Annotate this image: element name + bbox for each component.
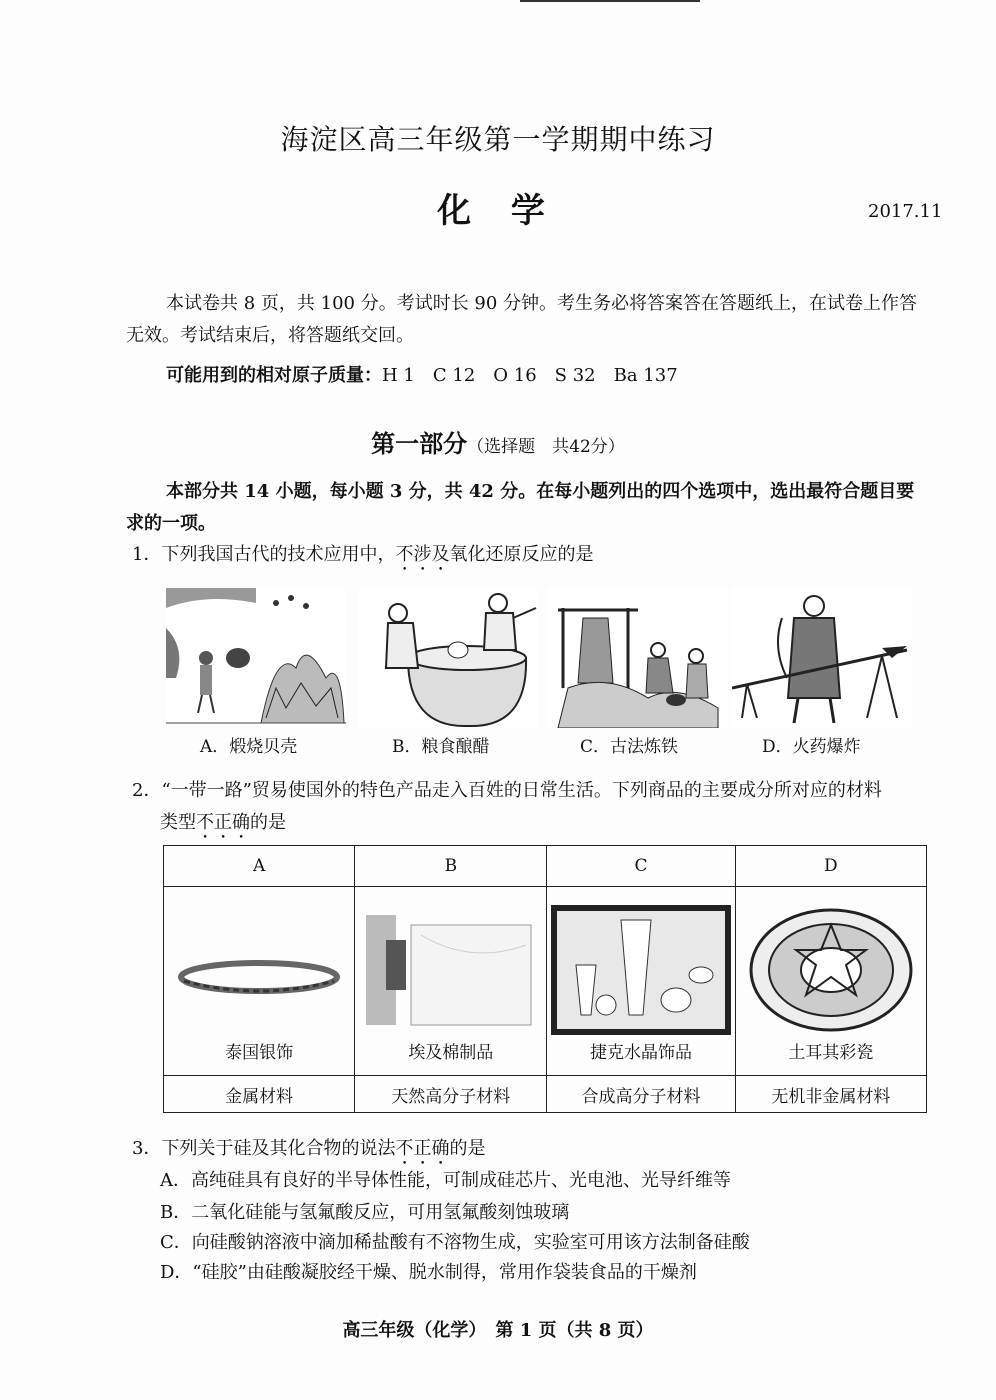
colored-porcelain-plate-image (746, 905, 916, 1035)
question-2-stem-line-1 (132, 776, 882, 802)
q1-prefix: 1．下列我国古代的技术应用中， (132, 544, 396, 565)
product-cell-b (355, 887, 547, 1076)
materials-table (163, 845, 927, 1113)
q1-suffix: 氧化还原反应的是 (449, 544, 594, 565)
table-header-row (164, 846, 927, 887)
q1-option-a: A．煅烧贝壳 (200, 737, 298, 757)
calcining-shells-illustration (166, 588, 346, 728)
product-name-c: 捷克水晶饰品 (590, 1043, 693, 1063)
cotton-products-image (361, 905, 541, 1035)
atomic-mass-line (126, 360, 926, 392)
q1-emphasis: 不涉及 (395, 544, 450, 565)
exam-date: 2017.11 (868, 201, 943, 222)
section-title: 第一部分 (371, 429, 468, 458)
section-desc-2: 求的一项。 (126, 513, 216, 534)
column-letter-d: D (735, 846, 926, 887)
section-note: （选择题 共42分） (467, 437, 625, 457)
intro-paragraph (126, 288, 926, 320)
question-1-stem (132, 540, 593, 575)
intro-line-2: 无效。考试结束后，将答题纸交回。 (126, 325, 414, 346)
subject-title: 化 学 (437, 191, 559, 231)
product-cell-d (735, 887, 926, 1076)
q2-prefix: 类型 (160, 812, 196, 833)
question-2-stem-line-2 (160, 808, 286, 843)
q1-option-d: D．火药爆炸 (762, 737, 861, 757)
q2-emphasis: 不正确 (196, 812, 250, 833)
atomic-mass-values: H 1 C 12 O 16 S 32 Ba 137 (382, 365, 678, 386)
q1-option-c: C．古法炼铁 (580, 737, 679, 757)
gunpowder-explosion-illustration (732, 588, 912, 728)
q3-option-c: C．向硅酸钠溶液中滴加稀盐酸有不溶物生成，实验室可用该方法制备硅酸 (160, 1232, 750, 1253)
column-letter-a: A (164, 846, 355, 887)
section-desc-2-wrap (126, 508, 926, 540)
material-a: 金属材料 (164, 1076, 355, 1113)
section-desc-1: 本部分共 14 小题，每小题 3 分，共 42 分。在每小题列出的四个选项中，选出最符合题目要 (166, 481, 915, 502)
column-letter-c: C (547, 846, 735, 887)
q2-suffix: 的是 (250, 812, 286, 833)
product-cell-a (164, 887, 355, 1076)
q3-option-d: D．“硅胶”由硅酸凝胶经干燥、脱水制得，常用作袋装食品的干燥剂 (160, 1262, 697, 1283)
q3-option-b: B．二氧化硅能与氢氟酸反应，可用氢氟酸刻蚀玻璃 (160, 1202, 570, 1223)
atomic-mass-label: 可能用到的相对原子质量： (166, 365, 382, 386)
crystal-ornaments-image (551, 905, 731, 1035)
silver-bracelet-image (174, 915, 344, 1035)
product-name-b: 埃及棉制品 (408, 1043, 494, 1063)
scan-edge-line (520, 0, 700, 2)
intro-line-1: 本试卷共 8 页，共 100 分。考试时长 90 分钟。考生务必将答案答在答题纸上，在试卷上作答 (166, 293, 918, 314)
page-footer: 高三年级（化学） 第 1 页（共 8 页） (342, 1320, 654, 1341)
q3-prefix: 3．下列关于硅及其化合物的说法 (132, 1138, 396, 1159)
q3-option-a: A．高纯硅具有良好的半导体性能，可制成硅芯片、光电池、光导纤维等 (160, 1170, 731, 1191)
exam-title: 海淀区高三年级第一学期期中练习 (280, 123, 716, 156)
table-material-row (164, 1076, 927, 1113)
q3-emphasis: 不正确 (395, 1138, 450, 1159)
q2-line-1: 2．“一带一路”贸易使国外的特色产品走入百姓的日常生活。下列商品的主要成分所对应的材料 (132, 780, 882, 801)
vinegar-brewing-illustration (358, 588, 538, 728)
product-name-d: 土耳其彩瓷 (788, 1043, 874, 1063)
q3-suffix: 的是 (449, 1138, 486, 1159)
material-b: 天然高分子材料 (355, 1076, 547, 1113)
material-d: 无机非金属材料 (735, 1076, 926, 1113)
table-picture-row (164, 887, 927, 1076)
section-heading (0, 424, 996, 459)
product-name-a: 泰国银饰 (225, 1043, 294, 1063)
column-letter-b: B (355, 846, 547, 887)
intro-line-2-wrap (126, 320, 926, 352)
section-description (126, 476, 926, 508)
ancient-iron-smelting-illustration (548, 588, 728, 728)
q1-option-b: B．粮食酿醋 (392, 737, 490, 757)
product-cell-c (547, 887, 735, 1076)
question-3-stem (132, 1134, 485, 1169)
material-c: 合成高分子材料 (547, 1076, 735, 1113)
